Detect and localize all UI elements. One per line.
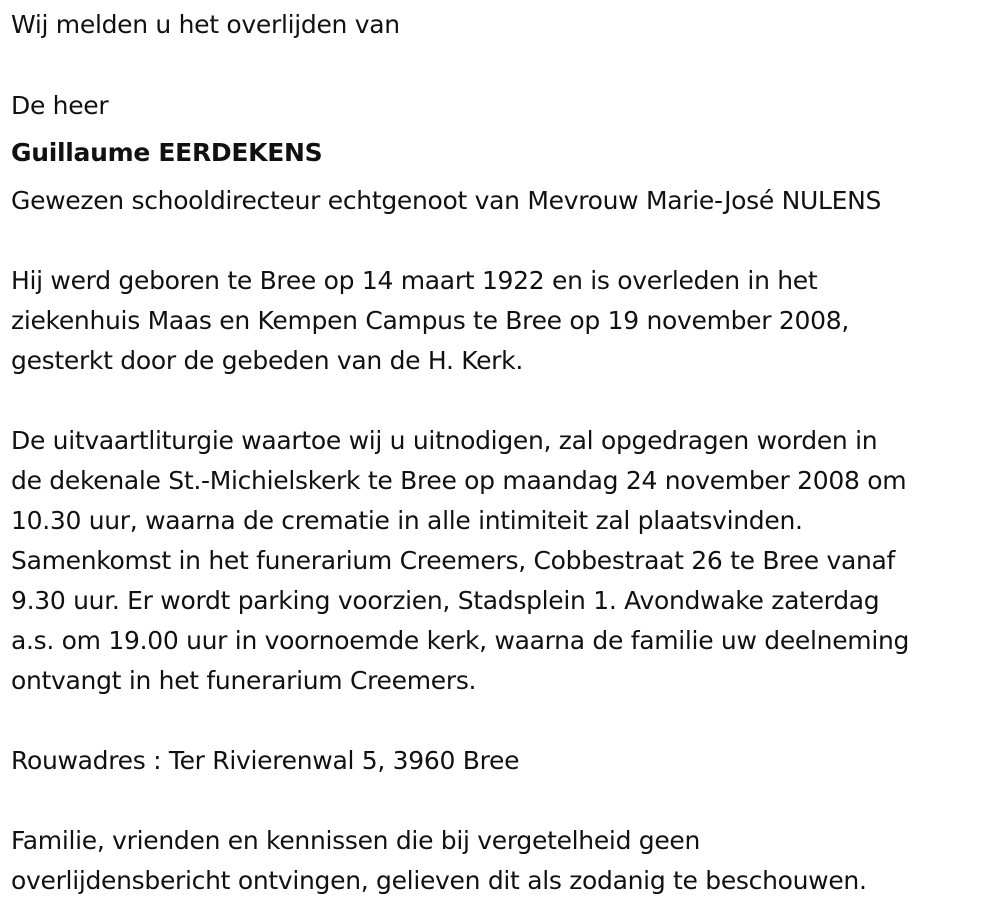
paragraph-line: de dekenale St.-Michielskerk te Bree op maandag 24 november 2008 om — [11, 466, 907, 495]
paragraph-line: Hij werd geboren te Bree op 14 maart 1922 en is overleden in het — [11, 266, 818, 295]
paragraph-line: gesterkt door de gebeden van de H. Kerk. — [11, 346, 523, 375]
paragraph-line: ziekenhuis Maas en Kempen Campus te Bree op 19 november 2008, — [11, 306, 849, 335]
paragraph-line: Familie, vrienden en kennissen die bij vergetelheid geen — [11, 826, 701, 855]
paragraph-line: ontvangt in het funerarium Creemers. — [11, 666, 477, 695]
intro-text: Wij melden u het overlijden van — [11, 10, 400, 39]
salutation: De heer — [11, 91, 109, 120]
paragraph-line: a.s. om 19.00 uur in voornoemde kerk, waarna de familie uw deelneming — [11, 626, 910, 655]
paragraph-line: 10.30 uur, waarna de crematie in alle intimiteit zal plaatsvinden. — [11, 506, 803, 535]
mourning-address: Rouwadres : Ter Rivierenwal 5, 3960 Bree — [11, 746, 520, 775]
deceased-description: Gewezen schooldirecteur echtgenoot van Mevrouw Marie-José NULENS — [11, 186, 882, 215]
deceased-name: Guillaume EERDEKENS — [11, 138, 323, 167]
paragraph-line: De uitvaartliturgie waartoe wij u uitnodigen, zal opgedragen worden in — [11, 426, 878, 455]
paragraph-line: 9.30 uur. Er wordt parking voorzien, Stadsplein 1. Avondwake zaterdag — [11, 586, 880, 615]
paragraph-line: overlijdensbericht ontvingen, gelieven dit als zodanig te beschouwen. — [11, 866, 867, 895]
paragraph-line: Samenkomst in het funerarium Creemers, Cobbestraat 26 te Bree vanaf — [11, 546, 896, 575]
